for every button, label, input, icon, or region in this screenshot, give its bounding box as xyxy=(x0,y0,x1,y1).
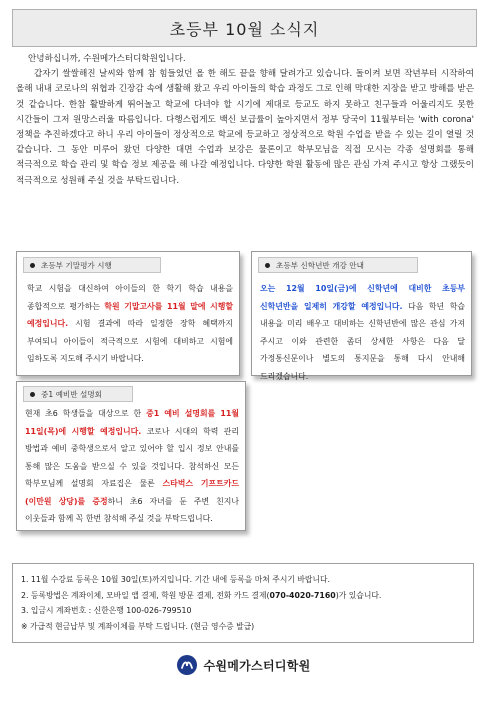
payment-notes-box xyxy=(12,563,474,643)
exam-notice-card xyxy=(16,251,240,376)
payment-note-4: ※ 가급적 현금납부 및 계좌이체를 부탁 드립니다. (현금 영수증 발급) xyxy=(21,621,255,631)
academy-name: 수원메가스터디학원 xyxy=(203,658,311,673)
new-class-notice-heading-text: 초등부 신학년반 개강 안내 xyxy=(276,260,364,270)
exam-notice-text-2: 시험 결과에 따라 일정한 장학 혜택까지 부여되니 아이들이 적극적으로 시험에 대비하고 시험에 임하도록 지도해 주시기 바랍니다. xyxy=(27,319,233,363)
exam-notice-heading xyxy=(23,257,161,273)
briefing-gift-highlight: 스타벅스 기프트카드(이만원 상당)를 증정 xyxy=(25,479,239,506)
footer xyxy=(0,648,488,682)
bullet-icon xyxy=(30,263,35,268)
exam-notice-highlight: 학원 기말고사를 11월 말에 시행할 예정입니다. xyxy=(27,301,233,328)
newsletter-title xyxy=(12,9,477,47)
briefing-notice-text-2: 코로나 시대의 학력 관리 방법과 예비 중학생으로서 알고 있어야 할 입시 정보 안내를 통해 많은 도움을 받으실 수 있을 것입니다. 참석하신 모든 학부모님께 설명회 자료집은 물론 xyxy=(25,426,239,488)
briefing-notice-body xyxy=(25,405,239,528)
new-class-notice-body xyxy=(260,280,465,385)
bullet-icon xyxy=(30,392,35,397)
briefing-notice-highlight: 중1 예비 설명회를 11월 11일(목)에 시행할 예정입니다. xyxy=(25,409,239,436)
payment-note-2 xyxy=(21,588,465,604)
greeting-text: 안녕하십니까, 수원메가스터디학원입니다. xyxy=(28,54,186,64)
briefing-notice-heading-text: 중1 예비반 설명회 xyxy=(41,389,103,399)
academy-logo-icon xyxy=(177,655,197,675)
new-class-notice-text: 다음 학년 학습 내용을 미리 배우고 대비하는 신학년반에 많은 관심 가져 주시고 이와 관련한 좀더 상세한 사항은 다음 달 가정통신문이나 별도의 통지문을 통해 다시 안내해 드리겠습니다. xyxy=(260,301,465,381)
exam-notice-heading-text: 초등부 기말평가 시행 xyxy=(41,260,112,270)
exam-notice-text-1: 학교 시험을 대신하여 아이들의 한 학기 학습 내용을 종합적으로 평가하는 xyxy=(27,284,233,311)
bullet-icon xyxy=(265,263,270,268)
intro-section xyxy=(16,52,474,189)
briefing-notice-heading xyxy=(23,386,133,402)
exam-notice-body xyxy=(27,280,233,368)
newsletter-title-text: 초등부 10월 소식지 xyxy=(169,19,320,39)
payment-note-2-text-b: )가 있습니다. xyxy=(335,590,382,600)
briefing-notice-text-3: 하니 초6 자녀를 둔 주변 친지나 이웃들과 함께 꼭 한번 참석해 주실 것을 부탁드립니다. xyxy=(25,496,239,523)
payment-note-2-text-a: 2. 등록방법은 계좌이체, 모바일 앱 결제, 학원 방문 결제, 전화 카드 결제( xyxy=(21,590,270,600)
intro-body-text: 갑자기 쌀쌀해진 날씨와 함께 참 힘들었던 올 한 해도 끝을 향해 달려가고 있습니다. 돌이켜 보면 작년부터 시작하여 올해 내내 코로나의 위협과 긴장감 속에 생활해 왔고 우리 아이들의 학습 과정도 그로 인해 막대한 지장을 받고 방해를 받은 것 같습니다. 한참 활발하게 뛰어놀고 학교에 다녀야 할 시기에 제대로 등교도 하지 못하고 친구들과 어울리지도 못한 시간들이 그저 원망스러울 따름입니다. 다행스럽게도 백신 보급률이 높아지면서 정부 당국이 11월부터는 'with corona' 정책을 추진하겠다고 하니 우리 아이들이 정상적으로 학교에 등교하고 정상적으로 학원 수업을 받을 수 있는 길이 열릴 것 같습니다. 그 동안 미루어 왔던 다양한 대면 수업과 보강은 물론이고 학부모님을 직접 모시는 각종 설명회를 통해 적극적으로 학습 관리 및 학습 정보 제공을 해 나갈 예정입니다. 다양한 학원 활동에 많은 관심 가져 주시고 항상 그랬듯이 적극적으로 성원해 주실 것을 부탁드립니다. xyxy=(16,69,474,186)
new-class-notice-heading xyxy=(258,257,418,273)
payment-phone-number: 070-4020-7160 xyxy=(269,590,336,600)
new-class-notice-highlight: 오는 12월 10일(금)에 신학년에 대비한 초등부 신학년반을 일제히 개강할 예정입니다. xyxy=(260,284,465,311)
payment-note-1: 1. 11월 수강료 등록은 10월 30일(토)까지입니다. 기간 내에 등록을 마쳐 주시기 바랍니다. xyxy=(21,575,330,584)
briefing-notice-text-1: 현재 초6 학생들을 대상으로 한 xyxy=(25,409,147,418)
new-class-notice-card xyxy=(251,251,472,381)
payment-note-3: 3. 입금시 계좌번호 : 신한은행 100-026-799510 xyxy=(21,606,192,616)
briefing-notice-card xyxy=(16,381,246,531)
